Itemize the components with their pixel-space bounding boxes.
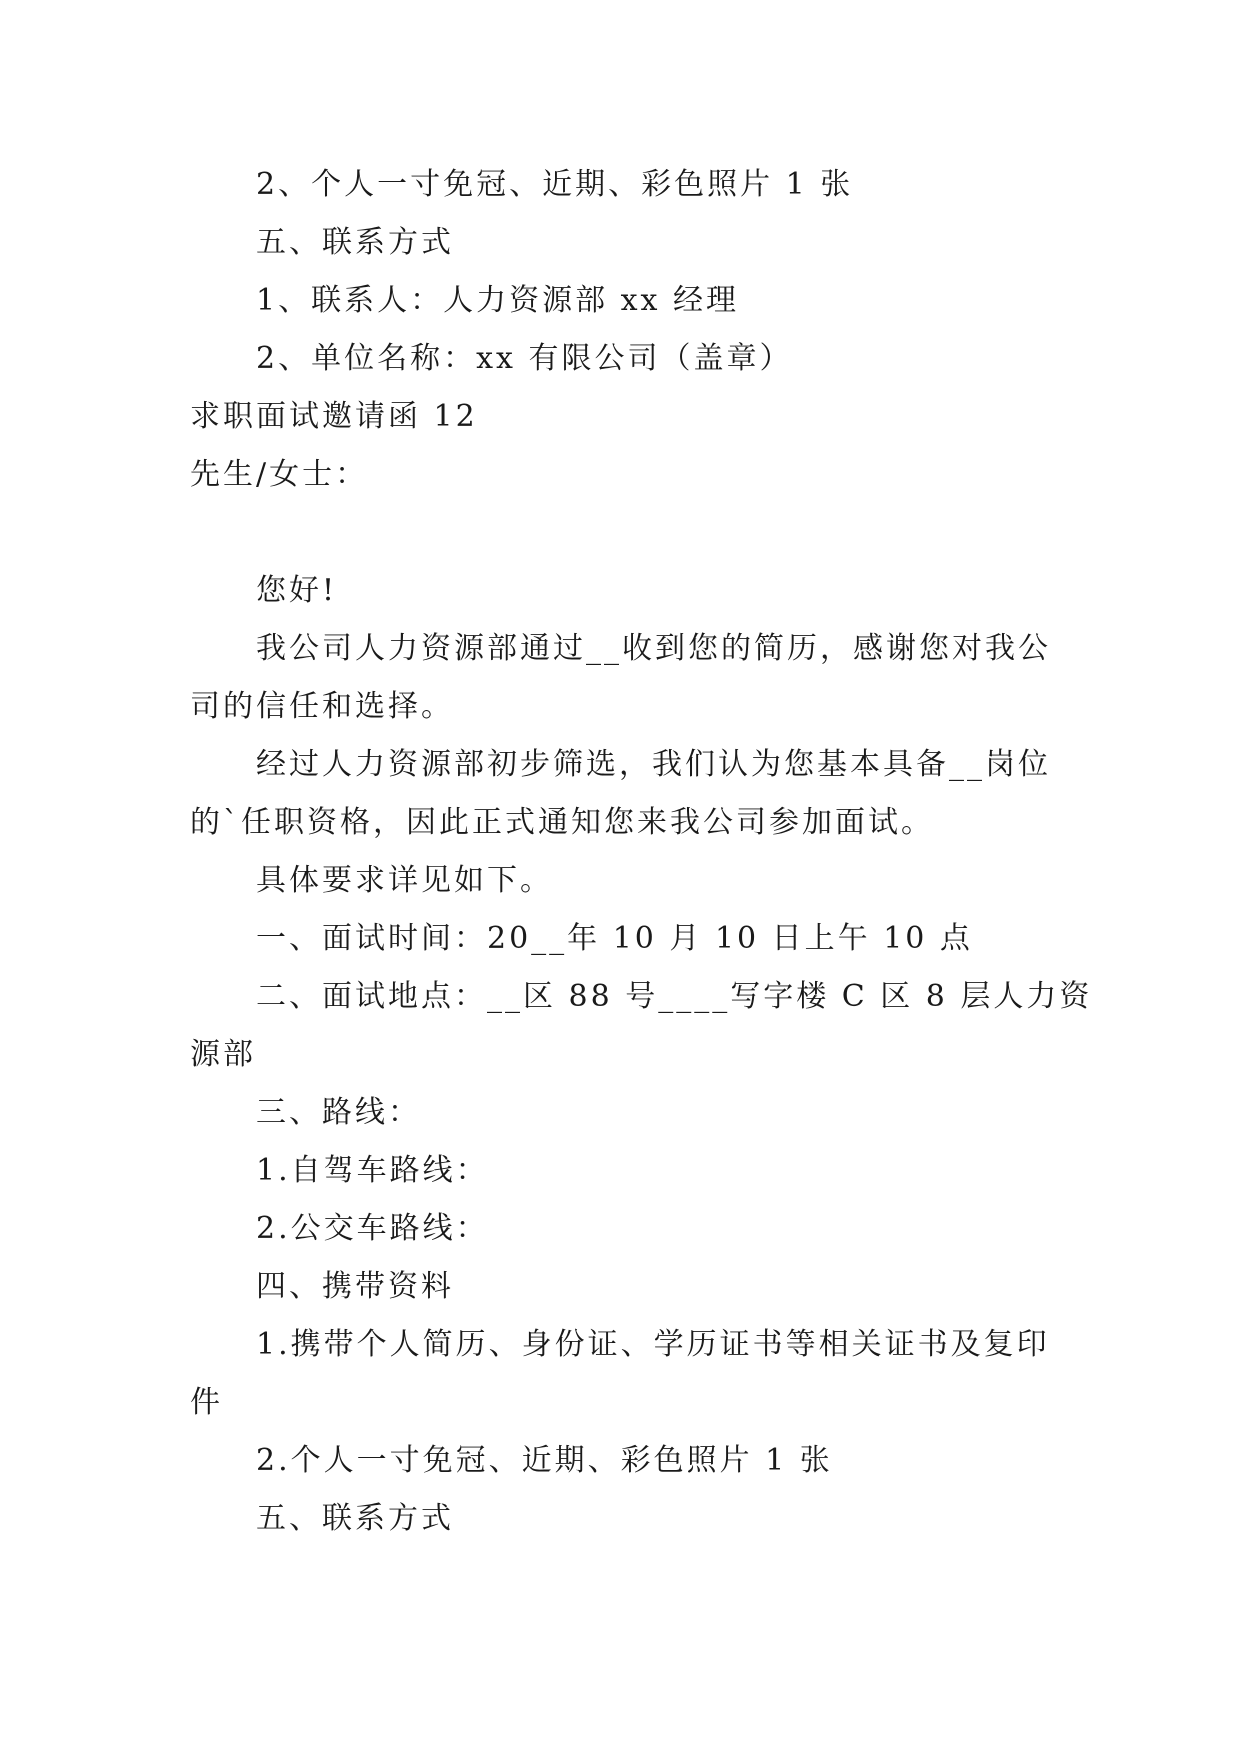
text-line: 2.公交车路线： [256,1211,489,1246]
paragraph-line: 源部 [190,1037,256,1072]
text-line: 1.携带个人简历、身份证、学历证书等相关证书及复印 [256,1327,1050,1362]
section-heading: 二、面试地点：__区 88 号____写字楼 C 区 8 层人力资 [256,979,1093,1014]
text-line: 件 [190,1385,223,1420]
paragraph-line: 具体要求详见如下。 [256,863,553,898]
text-line: 1.自驾车路线： [256,1153,489,1188]
section-heading: 五、联系方式 [256,1501,454,1536]
text-line: 2、单位名称：xx 有限公司（盖章） [256,341,793,376]
text-line: 2、个人一寸免冠、近期、彩色照片 1 张 [256,167,854,202]
paragraph-line: 司的信任和选择。 [190,689,454,724]
salutation: 先生/女士： [190,457,369,492]
text-line: 1、联系人：人力资源部 xx 经理 [256,283,739,318]
section-heading: 四、携带资料 [256,1269,454,1304]
section-heading: 三、路线： [256,1095,421,1130]
text-line: 2.个人一寸免冠、近期、彩色照片 1 张 [256,1443,833,1478]
document-title: 求职面试邀请函 12 [190,399,478,434]
greeting: 您好! [256,573,338,608]
section-heading: 五、联系方式 [256,225,454,260]
section-heading: 一、面试时间：20__年 10 月 10 日上午 10 点 [256,921,973,956]
paragraph-line: 我公司人力资源部通过__收到您的简历，感谢您对我公 [256,631,1051,666]
paragraph-line: 经过人力资源部初步筛选，我们认为您基本具备__岗位 [256,747,1051,782]
paragraph-line: 的`任职资格，因此正式通知您来我公司参加面试。 [190,805,934,840]
